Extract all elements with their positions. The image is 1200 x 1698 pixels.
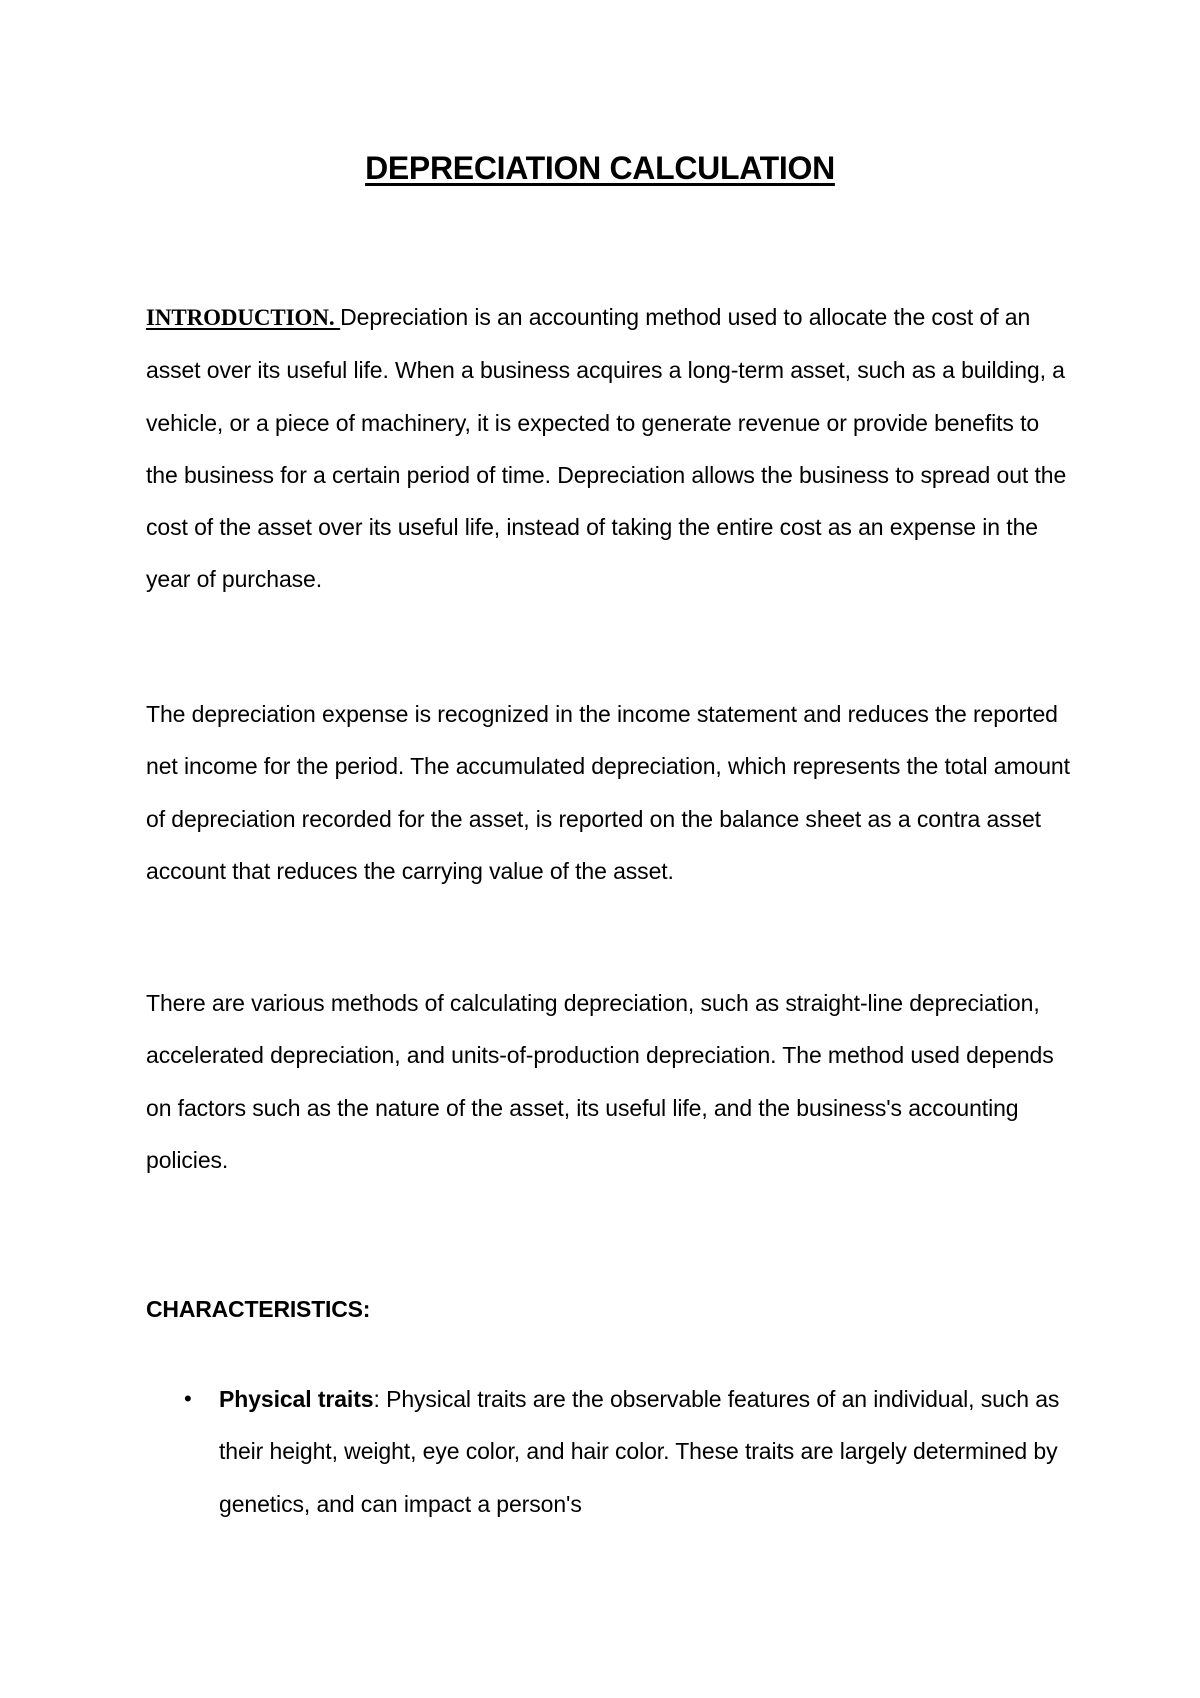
bullet-icon: • — [184, 1386, 192, 1411]
characteristics-heading: CHARACTERISTICS: — [146, 1296, 371, 1322]
introduction-paragraph — [146, 291, 1076, 606]
bullet-separator: : — [373, 1386, 387, 1412]
list-item — [146, 1373, 1076, 1530]
introduction-label: INTRODUCTION. — [146, 305, 341, 330]
bullet-term: Physical traits — [219, 1386, 374, 1412]
income-statement-paragraph: The depreciation expense is recognized in the income statement and reduces the reported net income for the period. The accumulated depreciation, which represents the total amount of depreciation recorded for the asset, is reported on the balance sheet as a contra asset account that reduces the carrying value of the asset. — [146, 701, 1070, 884]
introduction-text: Depreciation is an accounting method used to allocate the cost of an asset over its useful life. When a business acquires a long-term asset, such as a building, a vehicle, or a piece of machinery, it is expected to generate revenue or provide benefits to the business for a certain period of time. Depreciation allows the business to spread out the cost of the asset over its useful life, instead of taking the entire cost as an expense in the year of purchase. — [146, 304, 1067, 593]
characteristics-list — [146, 1373, 1076, 1530]
document-title: DEPRECIATION CALCULATION — [365, 150, 835, 186]
bullet-text: Physical traits are the observable features of an individual, such as their height, weight, eye color, and hair color. These traits are largely determined by genetics, and can impact a person's — [219, 1386, 1060, 1517]
methods-paragraph: There are various methods of calculating depreciation, such as straight-line depreciation, accelerated depreciation, and units-of-production depreciation. The method used depends on factors such as the nature of the asset, its useful life, and the business's accounting policies. — [146, 990, 1054, 1173]
